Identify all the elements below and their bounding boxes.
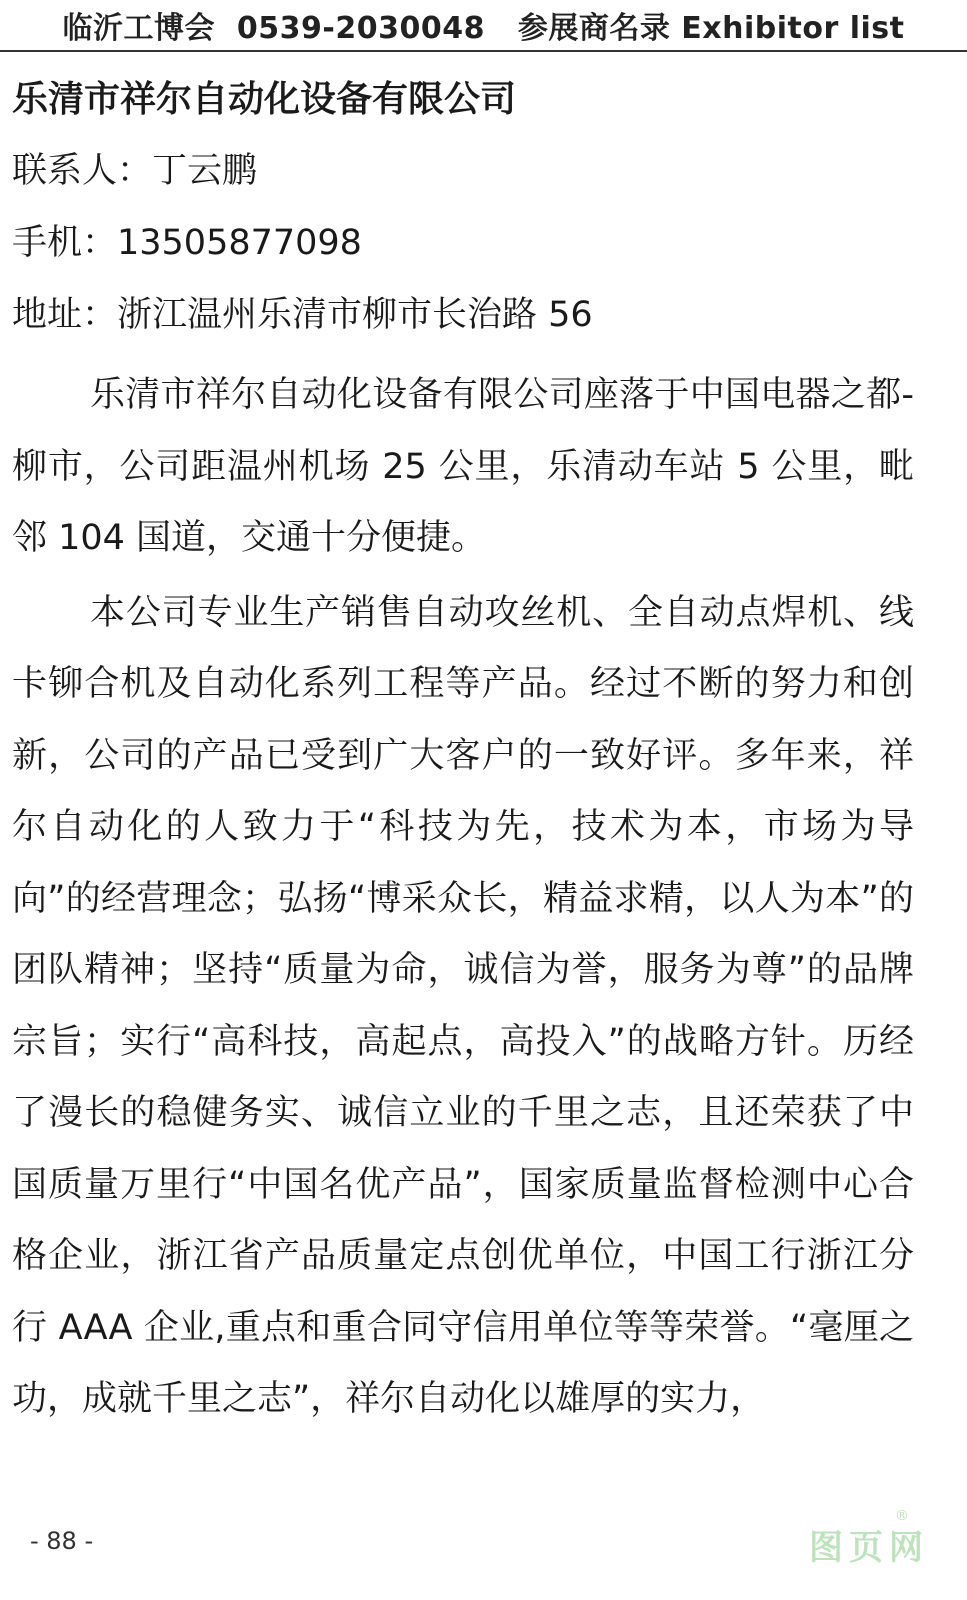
company-name: 乐清市祥尔自动化设备有限公司	[12, 79, 517, 120]
contact-person: 联系人：丁云鹏	[12, 151, 258, 191]
address: 地址：浙江温州乐清市柳市长治路 56	[12, 295, 593, 335]
company-description	[12, 360, 914, 1436]
mobile-phone: 手机：13505877098	[12, 223, 362, 263]
header-title: 临沂工博会 0539-2030048 参展商名录 Exhibitor list	[62, 11, 905, 46]
page-number: - 88 -	[30, 1527, 94, 1555]
description-paragraph-1: 乐清市祥尔自动化设备有限公司座落于中国电器之都-柳市，公司距温州机场 25 公里，乐清动车站 5 公里，毗邻 104 国道，交通十分便捷。	[12, 375, 914, 558]
page-header	[0, 0, 967, 52]
description-paragraph-2: 本公司专业生产销售自动攻丝机、全自动点焊机、线卡铆合机及自动化系列工程等产品。经过不断的努力和创新，公司的产品已受到广大客户的一致好评。多年来，祥尔自动化的人致力于“科技为先，技术为本，市场为导向”的经营理念；弘扬“博采众长，精益求精，以人为本”的团队精神；坚持“质量为命，诚信为誉，服务为尊”的品牌宗旨；实行“高科技，高起点，高投入”的战略方针。历经了漫长的稳健务实、诚信立业的千里之志，且还荣获了中国质量万里行“中国名优产品”，国家质量监督检测中心合格企业，浙江省产品质量定点创优单位，中国工行浙江分行 AAA 企业,重点和重合同守信用单位等等荣誉。“毫厘之功，成就千里之志”，祥尔自动化以雄厚的实力，	[12, 592, 914, 1419]
watermark-registered-mark: ®	[895, 1508, 909, 1524]
watermark-logo: 图页网	[809, 1528, 929, 1568]
